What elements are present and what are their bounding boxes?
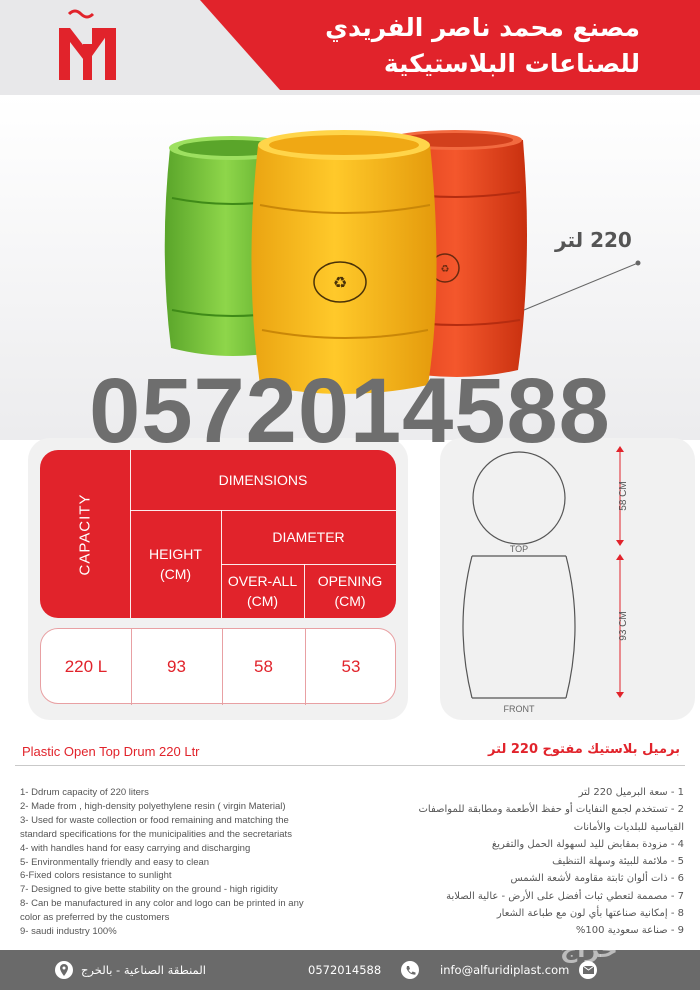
features-list-ar — [359, 784, 684, 940]
list-item: 8 - إمكانية صناعتها بأي لون مع طباعة الشعار — [496, 908, 684, 920]
svg-text:♻: ♻ — [440, 264, 450, 275]
capacity-label: 220 لتر — [555, 228, 632, 252]
divider — [15, 765, 685, 766]
company-name-line2: للصناعات البلاستيكية — [383, 49, 640, 78]
capacity-header: CAPACITY — [76, 493, 94, 575]
spec-table-header — [40, 450, 396, 618]
list-item: 7 - مصممة لتعطي ثبات أفضل على الأرض - عالية الصلابة — [446, 890, 684, 902]
list-item: 4 - مزودة بمقابض لليد لسهولة الحمل والتفريغ — [491, 838, 684, 850]
phone-label: 0572014588 — [308, 963, 382, 977]
features-list-en — [20, 786, 360, 939]
phone-icon — [401, 961, 419, 979]
email-label: info@alfuridiplast.com — [440, 963, 570, 977]
list-item: 3- Used for waste collection or food remaining and matching the — [20, 814, 289, 826]
yellow-drum — [251, 130, 436, 394]
footer-phone[interactable] — [308, 950, 419, 990]
overall-value: 58 — [254, 657, 273, 676]
email-icon — [579, 961, 597, 979]
company-name-line1: مصنع محمد ناصر الفريدي — [325, 13, 640, 42]
top-view-circle — [473, 452, 565, 544]
svg-text:♻: ♻ — [332, 273, 348, 292]
list-item: 6-Fixed colors resistance to sunlight — [20, 870, 172, 882]
capacity-pointer — [518, 255, 648, 315]
list-item: القياسية للبلديات والأمانات — [573, 821, 684, 833]
company-name — [260, 10, 640, 82]
front-dim-label: 93 CM — [618, 611, 629, 641]
list-item: 7- Designed to give bette stability on the ground - high rigidity — [20, 884, 278, 896]
footer-location[interactable] — [55, 950, 206, 990]
phone-number-overlay: 0572014588 — [89, 360, 611, 462]
spec-table-values-row — [40, 628, 396, 704]
list-item: color as preferred by the customers — [20, 912, 170, 924]
top-view-label: TOP — [509, 544, 529, 554]
height-value: 93 — [167, 657, 186, 676]
dimension-diagram-card — [440, 438, 695, 720]
list-item: 8- Can be manufactured in any color and logo can be printed in any — [20, 898, 304, 910]
company-logo — [55, 6, 125, 84]
list-item: 6 - ذات ألوان ثابتة مقاومة لأشعة الشمس — [510, 873, 684, 885]
list-item: 1 - سعة البرميل 220 لتر — [578, 787, 684, 798]
opening-header: OPENING (CM) — [317, 573, 383, 609]
height-header: HEIGHT (CM) — [149, 546, 202, 582]
dimensions-header: DIMENSIONS — [218, 472, 308, 488]
capacity-value: 220 L — [64, 657, 108, 676]
header — [0, 0, 700, 95]
list-item: standard specifications for the municipalities and the secretariats — [20, 828, 292, 840]
location-pin-icon — [55, 961, 73, 979]
list-item: 4- with handles hand for easy carrying and discharging — [20, 842, 251, 854]
front-view-outline — [463, 556, 575, 698]
list-item: 5 - ملائمة للبيئة وسهلة التنظيف — [552, 856, 684, 868]
diameter-header: DIAMETER — [272, 529, 345, 545]
opening-value: 53 — [341, 657, 361, 676]
location-label: المنطقة الصناعية - بالخرج — [81, 963, 206, 977]
front-view-label: FRONT — [503, 704, 535, 714]
list-item: 1- Ddrum capacity of 220 liters — [20, 787, 149, 798]
spec-table-card — [28, 438, 408, 720]
list-item: 2 - تستخدم لجمع النفايات أو حفظ الأطعمة ومطابقة للمواصفات — [418, 804, 684, 816]
list-item: 2- Made from , high-density polyethylene resin ( virgin Material) — [20, 800, 286, 812]
list-item: 5- Environmentally friendly and easy to clean — [20, 856, 210, 868]
dimension-diagram — [440, 438, 695, 720]
top-dim-label: 58 CM — [618, 481, 629, 511]
haraj-watermark: حراج — [560, 935, 618, 963]
product-title-en: Plastic Open Top Drum 220 Ltr — [22, 744, 200, 759]
product-title-ar: برميل بلاستيك مفتوح 220 لتر — [488, 742, 680, 757]
list-item: 9 - صناعة سعودية 100% — [575, 925, 684, 937]
list-item: 9- saudi industry 100% — [20, 926, 117, 938]
overall-header: OVER-ALL (CM) — [227, 573, 298, 609]
